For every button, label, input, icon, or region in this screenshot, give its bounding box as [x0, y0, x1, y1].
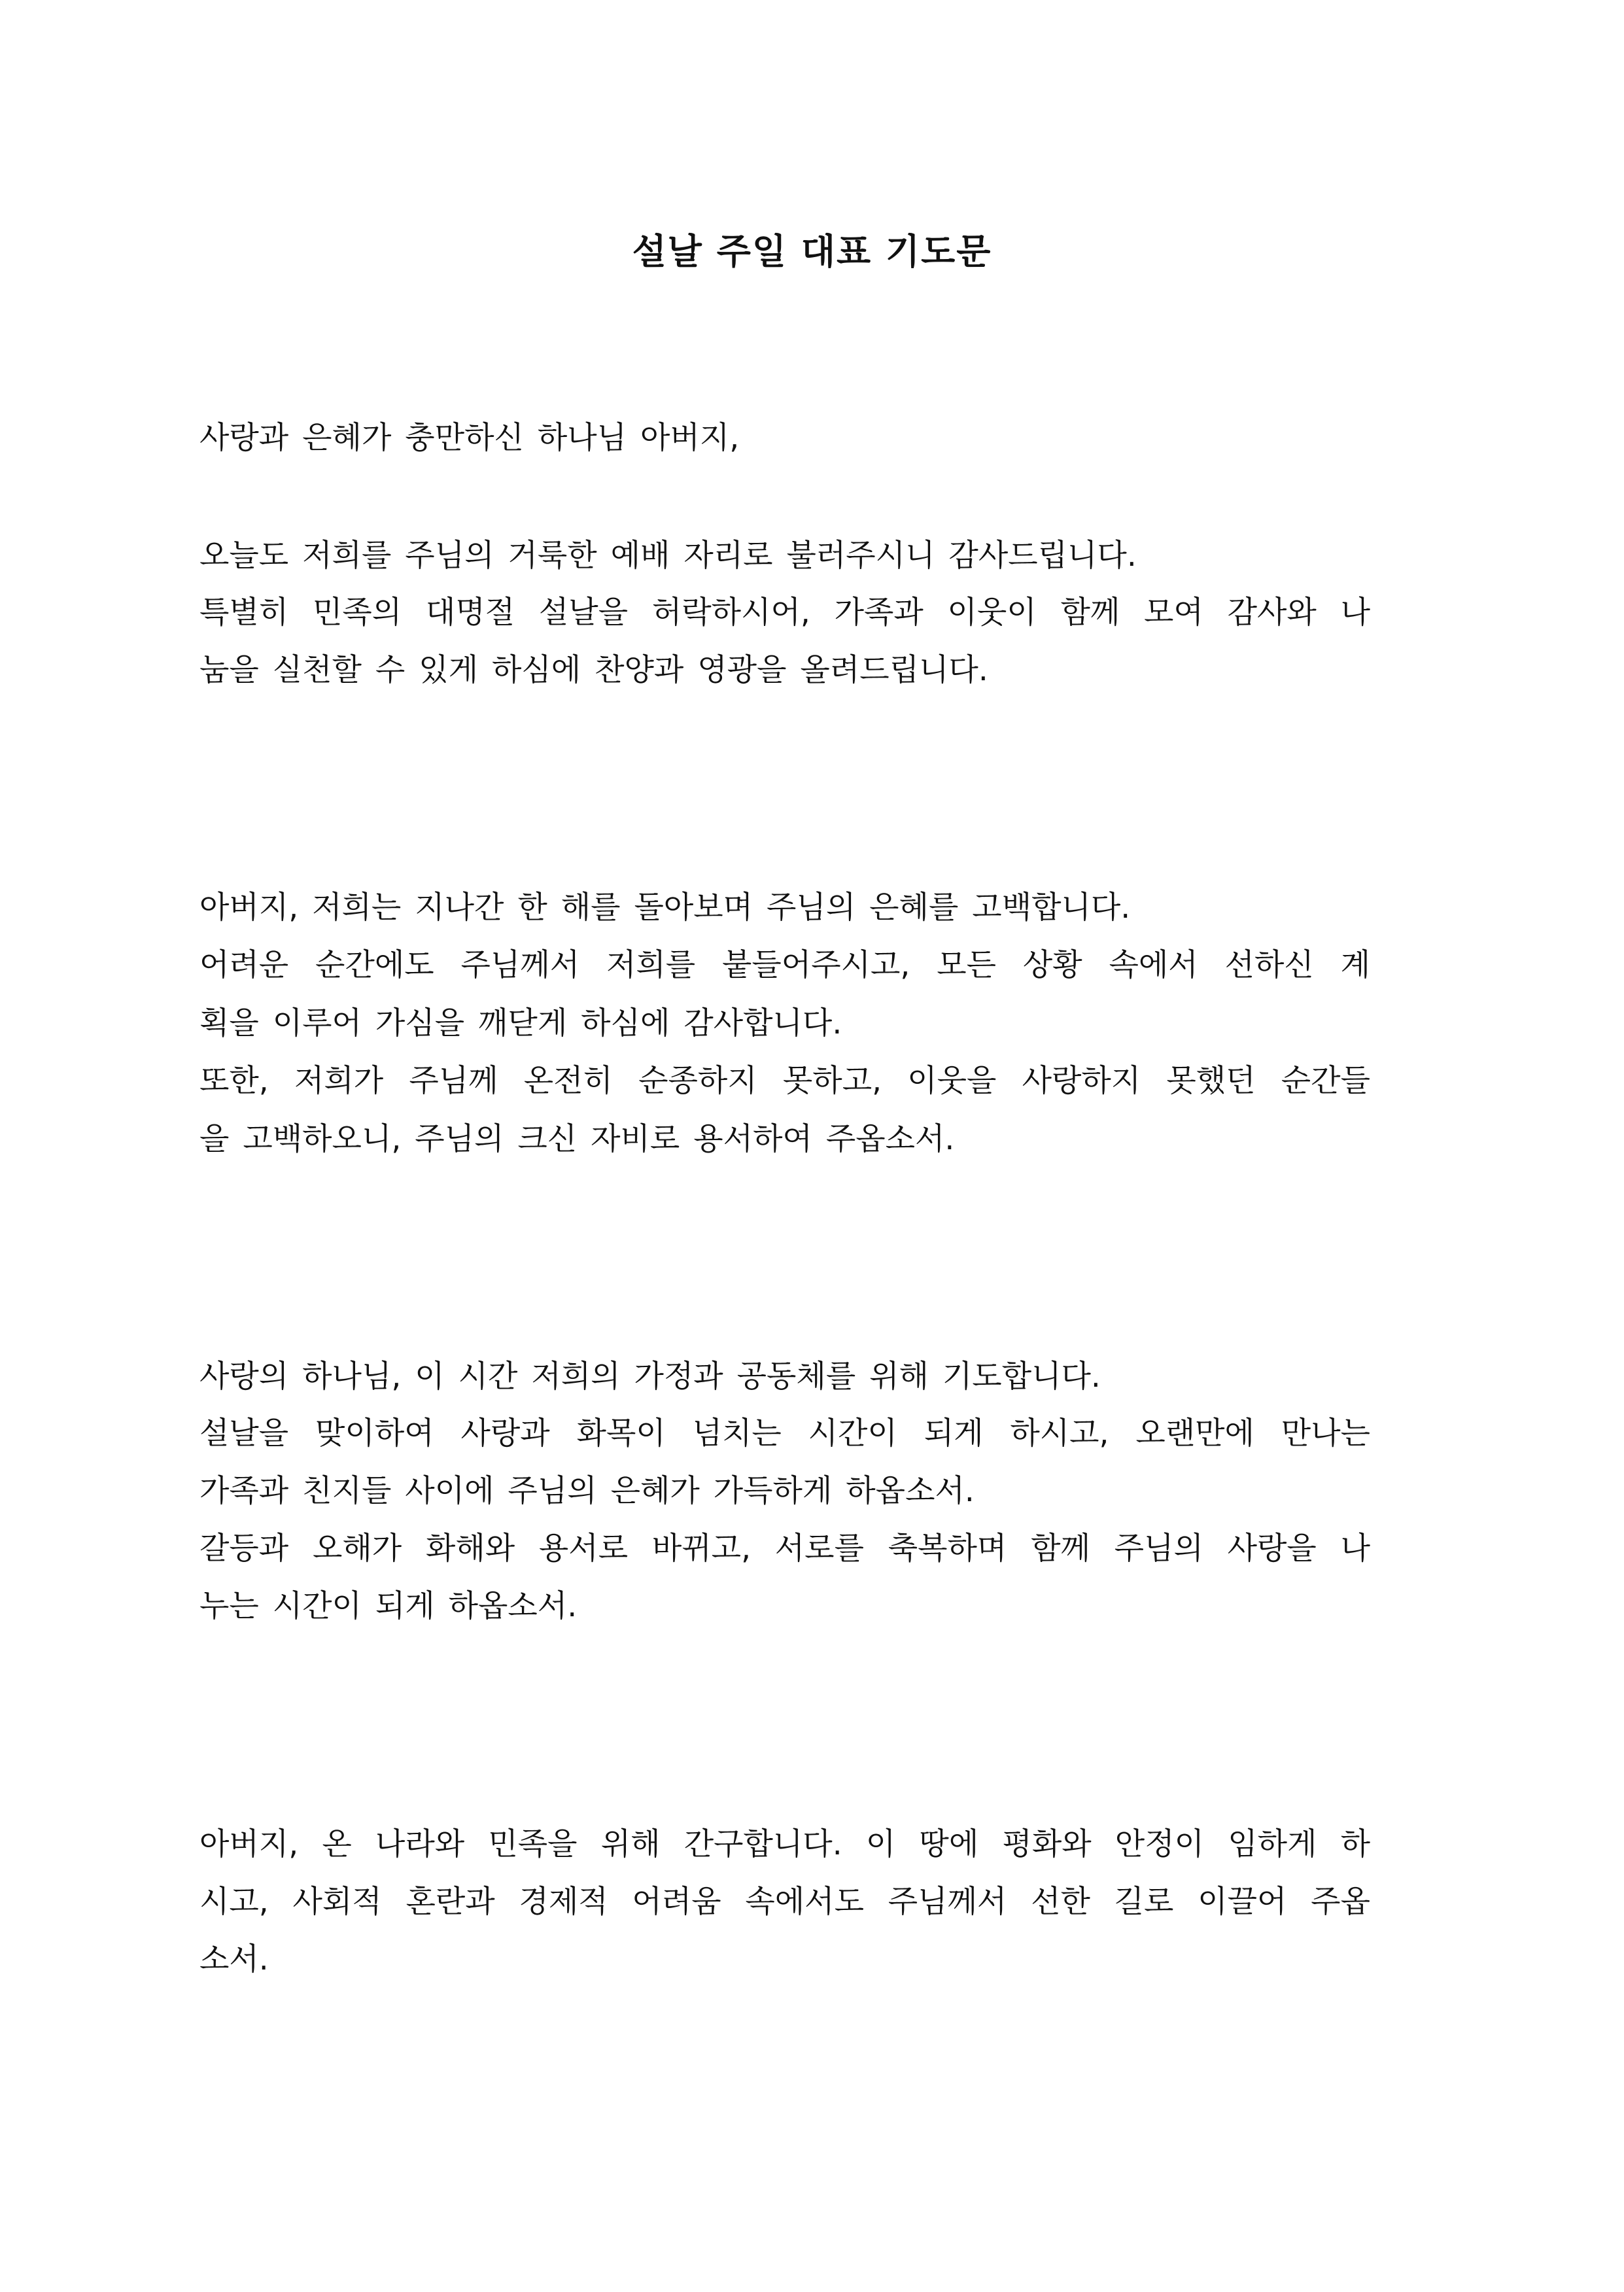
text-line: 눔을 실천할 수 있게 하심에 찬양과 영광을 올려드립니다. [199, 652, 988, 688]
document-title: 설날 주일 대표 기도문 [632, 231, 992, 272]
text-line: 갈등과 오해가 화해와 용서로 바뀌고, 서로를 축복하며 함께 주님의 사랑을 나 [199, 1531, 1370, 1567]
text-line: 을 고백하오니, 주님의 크신 자비로 용서하여 주옵소서. [199, 1121, 955, 1157]
text-line: 획을 이루어 가심을 깨닫게 하심에 감사합니다. [199, 1005, 842, 1041]
text-line: 시고, 사회적 혼란과 경제적 어려움 속에서도 주님께서 선한 길로 이끌어 주옵 [199, 1884, 1370, 1920]
text-line: 가족과 친지들 사이에 주님의 은혜가 가득하게 하옵소서. [199, 1473, 975, 1509]
text-line: 어려운 순간에도 주님께서 저희를 붙들어주시고, 모든 상황 속에서 선하신 계 [199, 947, 1371, 983]
text-line: 설날을 맞이하여 사랑과 화목이 넘치는 시간이 되게 하시고, 오랜만에 만나는 [199, 1415, 1370, 1451]
text-line: 아버지, 온 나라와 민족을 위해 간구합니다. 이 땅에 평화와 안정이 임하게 하 [199, 1826, 1370, 1862]
text-line: 아버지, 저희는 지나간 한 해를 돌아보며 주님의 은혜를 고백합니다. [199, 890, 1131, 926]
text-line: 오늘도 저희를 주님의 거룩한 예배 자리로 불러주시니 감사드립니다. [199, 538, 1137, 574]
text-line: 사랑과 은혜가 충만하신 하나님 아버지, [199, 420, 740, 456]
text-line: 누는 시간이 되게 하옵소서. [199, 1588, 578, 1624]
text-line: 또한, 저희가 주님께 온전히 순종하지 못하고, 이웃을 사랑하지 못했던 순간들 [199, 1063, 1370, 1099]
text-line: 사랑의 하나님, 이 시간 저희의 가정과 공동체를 위해 기도합니다. [199, 1359, 1101, 1395]
text-line: 소서. [199, 1941, 269, 1977]
text-line: 특별히 민족의 대명절 설날을 허락하시어, 가족과 이웃이 함께 모여 감사와 나 [199, 595, 1370, 631]
